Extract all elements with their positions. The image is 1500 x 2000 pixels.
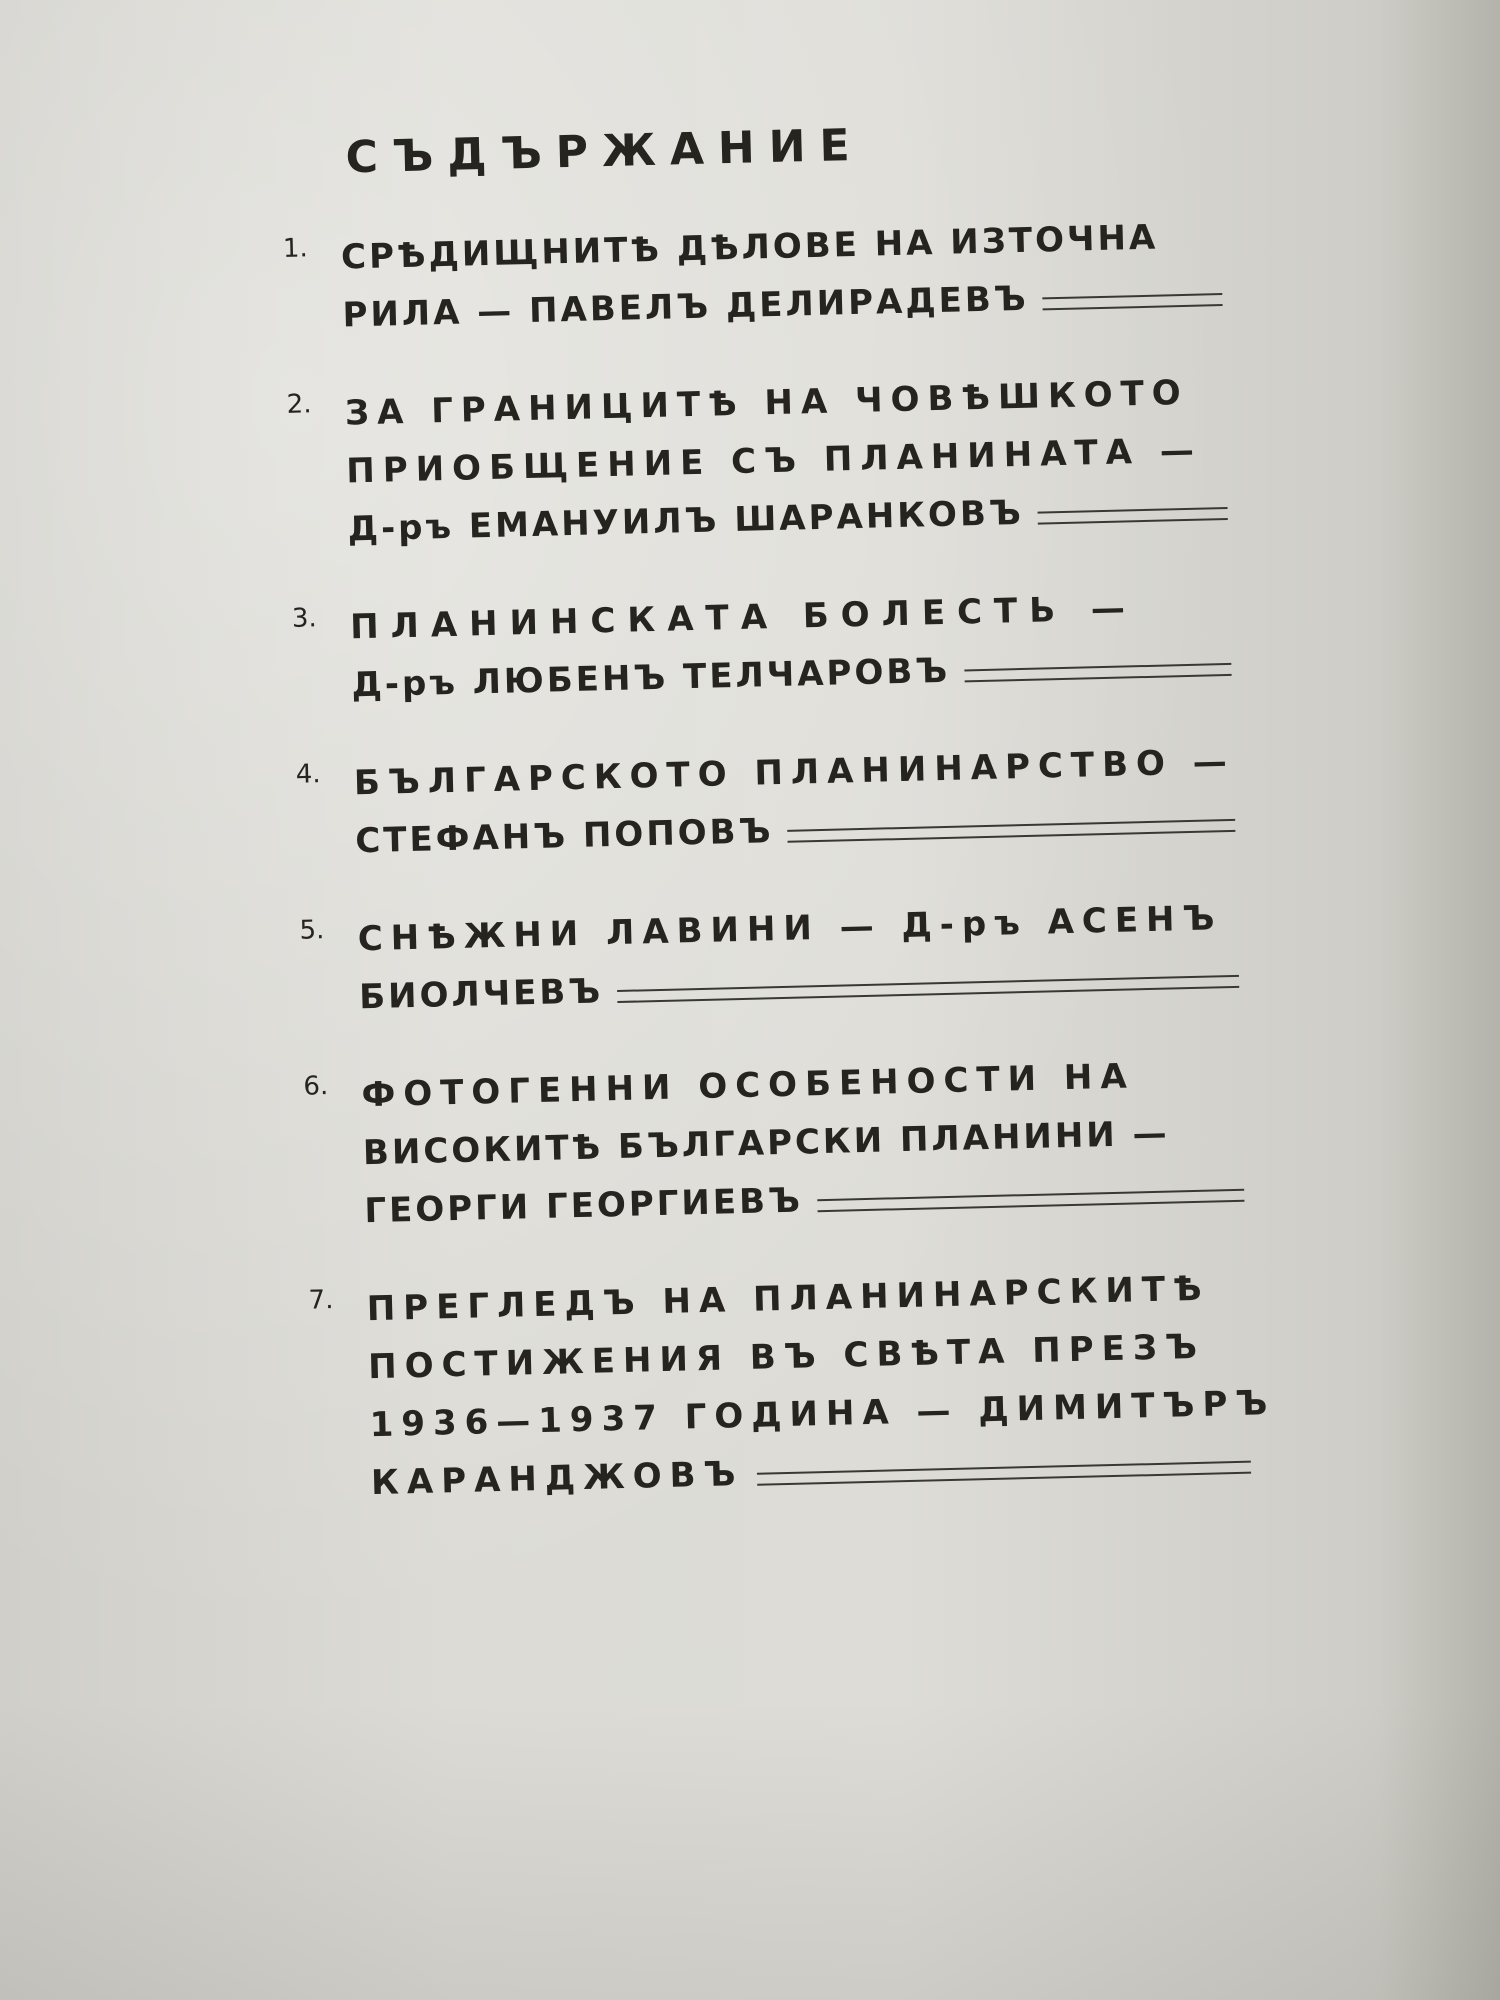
entry-title-line: ФОТОГЕННИ ОСОБЕНОСТИ НА: [361, 1056, 1136, 1116]
leader-rule: [964, 662, 1231, 682]
entry-title-line: 1936—1937 ГОДИНА — ДИМИТЪРЪ: [369, 1383, 1276, 1446]
leader-rule: [617, 974, 1239, 1002]
toc-entry-5: [299, 888, 1262, 1027]
toc-entry-3: [291, 576, 1254, 715]
toc-entry-2: [286, 362, 1250, 559]
page-title: СЪДЪРЖАНИЕ: [345, 119, 865, 184]
entry-title-line: ПЛАНИНСКАТА БОЛЕСТЬ —: [349, 588, 1138, 648]
entry-title-line: ПОСТИЖЕНИЯ ВЪ СВѢТА ПРЕЗЪ: [367, 1326, 1206, 1388]
entry-number: 2.: [286, 389, 312, 420]
toc-entry-4: [295, 732, 1258, 871]
entry-number: 5.: [299, 915, 325, 946]
leader-rule: [757, 1460, 1251, 1485]
entry-title-line: СНѢЖНИ ЛАВИНИ — Д-ръ АСЕНЪ: [357, 898, 1223, 960]
entry-title-line: СРѢДИЩНИТѢ ДѢЛОВЕ НА ИЗТОЧНА: [340, 217, 1159, 278]
toc-entry-1: [282, 207, 1245, 346]
entry-number: 1.: [282, 233, 309, 264]
entry-author: БИОЛЧЕВЪ: [358, 971, 604, 1018]
entry-title-line: БЪЛГАРСКОТО ПЛАНИНАРСТВО —: [353, 741, 1236, 804]
entry-title-line: ЗА ГРАНИЦИТѢ НА ЧОВѢШКОТО: [344, 372, 1190, 434]
leader-rule: [1043, 293, 1223, 310]
toc-entry-7: [308, 1258, 1276, 1513]
leader-rule: [817, 1188, 1245, 1211]
entry-number: 3.: [291, 603, 318, 634]
entry-number: 4.: [295, 759, 321, 790]
entry-number: 6.: [303, 1071, 329, 1102]
entry-author: РИЛА — ПАВЕЛЪ ДЕЛИРАДЕВЪ: [342, 278, 1030, 336]
leader-rule: [1038, 506, 1228, 524]
entry-title-line: ПРЕГЛЕДЪ НА ПЛАНИНАРСКИТѢ: [366, 1268, 1211, 1330]
toc-entry-6: [303, 1044, 1267, 1241]
table-of-contents: [280, 107, 1274, 1514]
page-bottom-shadow: [0, 1700, 1500, 2000]
entry-author: Д-ръ ЕМАНУИЛЪ ШАРАНКОВЪ: [347, 492, 1025, 550]
entry-author: Д-ръ ЛЮБЕНЪ ТЕЛЧАРОВЪ: [351, 650, 951, 706]
leader-rule: [787, 818, 1235, 842]
entry-author: СТЕФАНЪ ПОПОВЪ: [354, 811, 774, 862]
toc-list: [282, 207, 1276, 1514]
entry-number: 7.: [308, 1285, 334, 1316]
entry-author: ГЕОРГИ ГЕОРГИЕВЪ: [363, 1180, 804, 1232]
entry-title-line: ВИСОКИТѢ БЪЛГАРСКИ ПЛАНИНИ —: [362, 1113, 1171, 1174]
entry-title-line: ПРИОБЩЕНИЕ СЪ ПЛАНИНАТА —: [345, 430, 1203, 492]
entry-author: КАРАНДЖОВЪ: [370, 1454, 744, 1504]
